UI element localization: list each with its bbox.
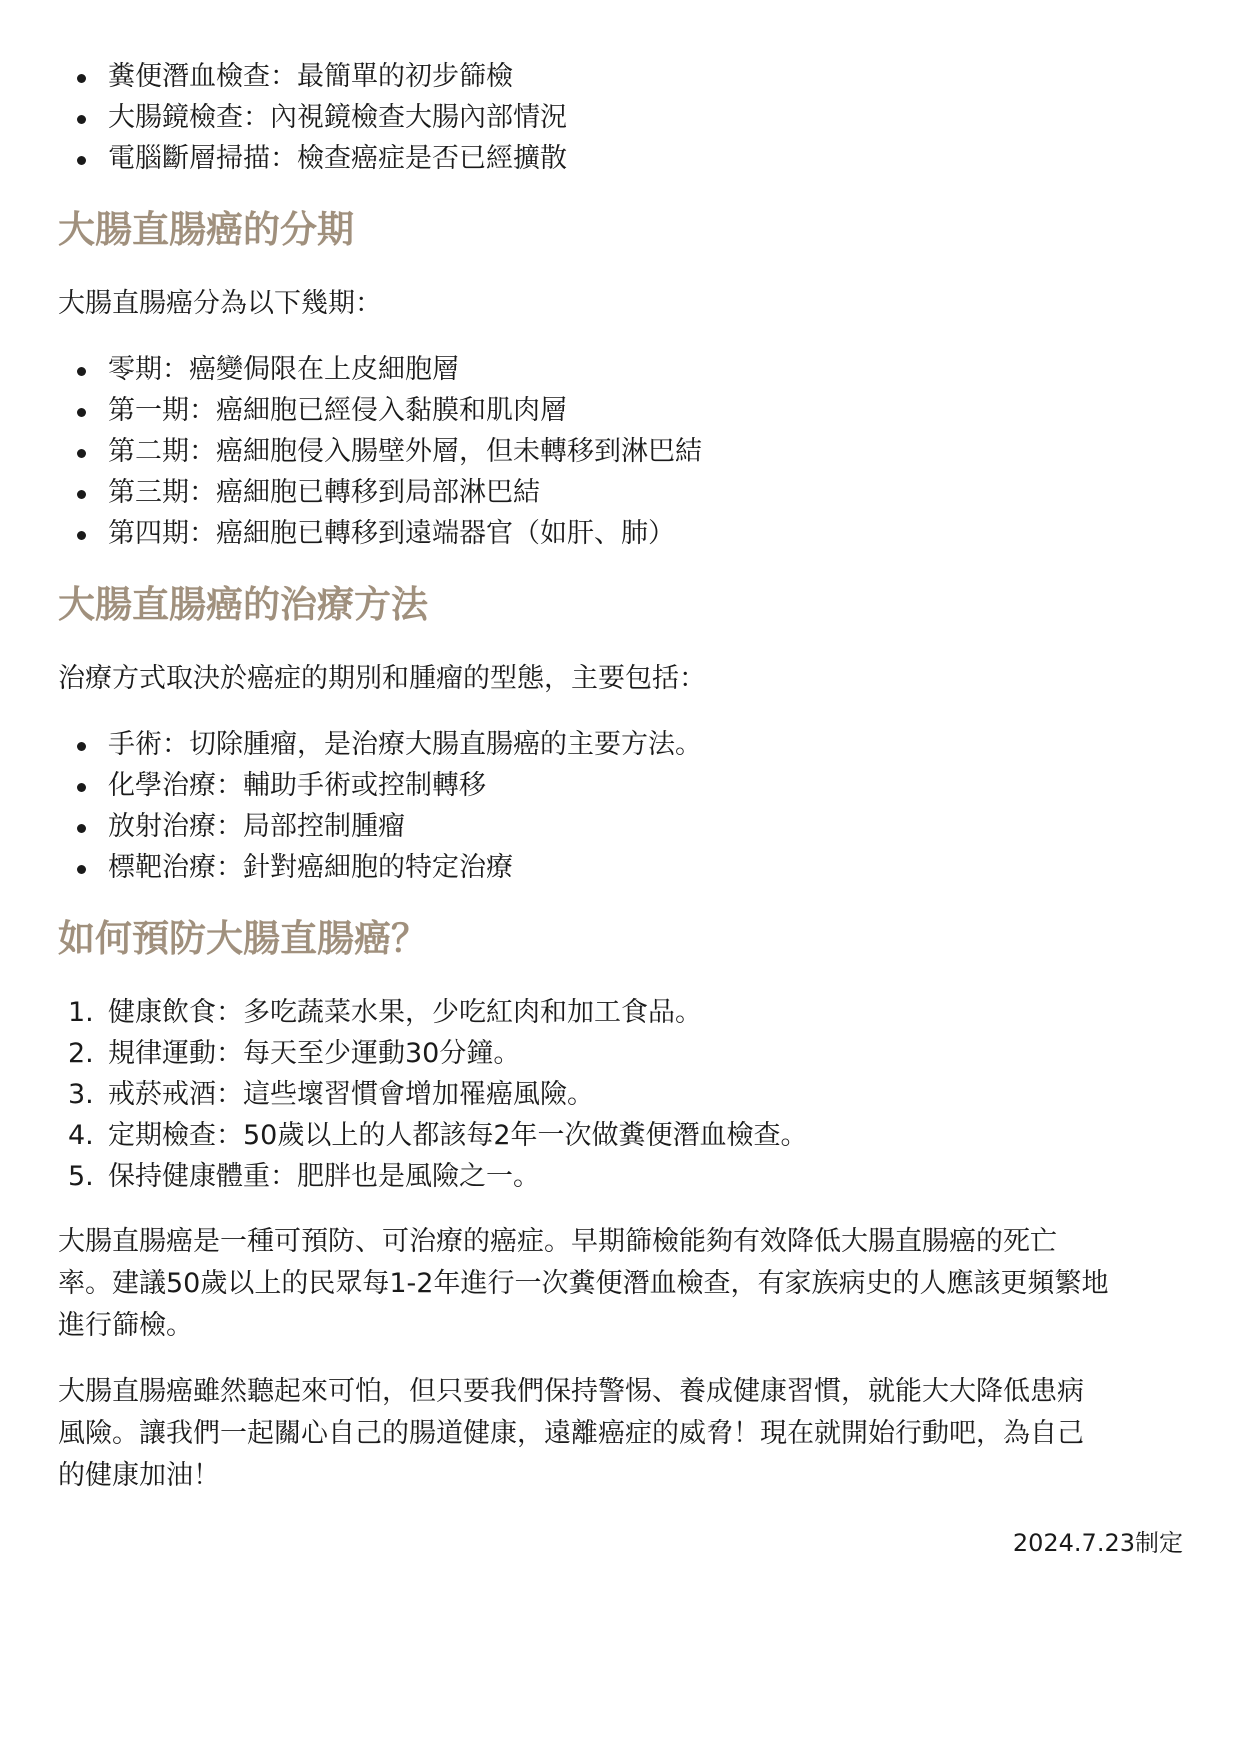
list-number: 4. [68,1120,94,1151]
list-number: 5. [68,1161,94,1192]
screening-list [58,56,1183,179]
staging-list [58,349,1183,554]
list-item: 化學治療：輔助手術或控制轉移 [58,765,1183,806]
list-item-text: 規律運動：每天至少運動30分鐘。 [108,1038,521,1069]
list-item [58,1074,1183,1115]
prevention-heading: 如何預防大腸直腸癌？ [58,917,428,960]
list-item-text: 戒菸戒酒：這些壞習慣會增加罹癌風險。 [108,1079,594,1110]
conclusion-paragraph-1 [58,1221,1183,1347]
paragraph-line: 進行篩檢。 [58,1310,193,1341]
treatment-list [58,724,1183,888]
list-item: 放射治療：局部控制腫瘤 [58,806,1183,847]
list-item-text: 定期檢查：50歲以上的人都該每2年一次做糞便潛血檢查。 [108,1120,808,1151]
list-item: 標靶治療：針對癌細胞的特定治療 [58,847,1183,888]
list-item: 第二期：癌細胞侵入腸壁外層，但未轉移到淋巴結 [58,431,1183,472]
list-item: 手術：切除腫瘤，是治療大腸直腸癌的主要方法。 [58,724,1183,765]
list-item-text: 保持健康體重：肥胖也是風險之一。 [108,1161,540,1192]
conclusion-paragraph-2 [58,1371,1183,1497]
list-item: 電腦斷層掃描：檢查癌症是否已經擴散 [58,138,1183,179]
list-item: 零期：癌變侷限在上皮細胞層 [58,349,1183,390]
paragraph-line: 的健康加油！ [58,1460,220,1491]
paragraph-line: 風險。讓我們一起關心自己的腸道健康，遠離癌症的威脅！現在就開始行動吧，為自己 [58,1418,1084,1449]
list-item: 第一期：癌細胞已經侵入黏膜和肌肉層 [58,390,1183,431]
list-item: 大腸鏡檢查：內視鏡檢查大腸內部情況 [58,97,1183,138]
list-item: 第三期：癌細胞已轉移到局部淋巴結 [58,472,1183,513]
paragraph-line: 率。建議50歲以上的民眾每1-2年進行一次糞便潛血檢查，有家族病史的人應該更頻繁地 [58,1268,1109,1299]
list-number: 2. [68,1038,94,1069]
staging-intro: 大腸直腸癌分為以下幾期： [58,288,382,319]
staging-heading: 大腸直腸癌的分期 [58,208,354,251]
prevention-list [58,992,1183,1197]
list-item [58,1115,1183,1156]
paragraph-line: 大腸直腸癌是一種可預防、可治療的癌症。早期篩檢能夠有效降低大腸直腸癌的死亡 [58,1226,1057,1257]
list-item [58,992,1183,1033]
list-item [58,1156,1183,1197]
list-item-text: 健康飲食：多吃蔬菜水果，少吃紅肉和加工食品。 [108,997,702,1028]
document-content [58,56,1183,1561]
treatment-heading: 大腸直腸癌的治療方法 [58,583,428,626]
date-note: 2024.7.23制定 [1012,1529,1183,1557]
paragraph-line: 大腸直腸癌雖然聽起來可怕，但只要我們保持警惕、養成健康習慣，就能大大降低患病 [58,1376,1084,1407]
list-item: 糞便潛血檢查：最簡單的初步篩檢 [58,56,1183,97]
list-number: 1. [68,997,94,1028]
list-number: 3. [68,1079,94,1110]
treatment-intro: 治療方式取決於癌症的期別和腫瘤的型態，主要包括： [58,663,706,694]
list-item: 第四期：癌細胞已轉移到遠端器官（如肝、肺） [58,513,1183,554]
list-item [58,1033,1183,1074]
